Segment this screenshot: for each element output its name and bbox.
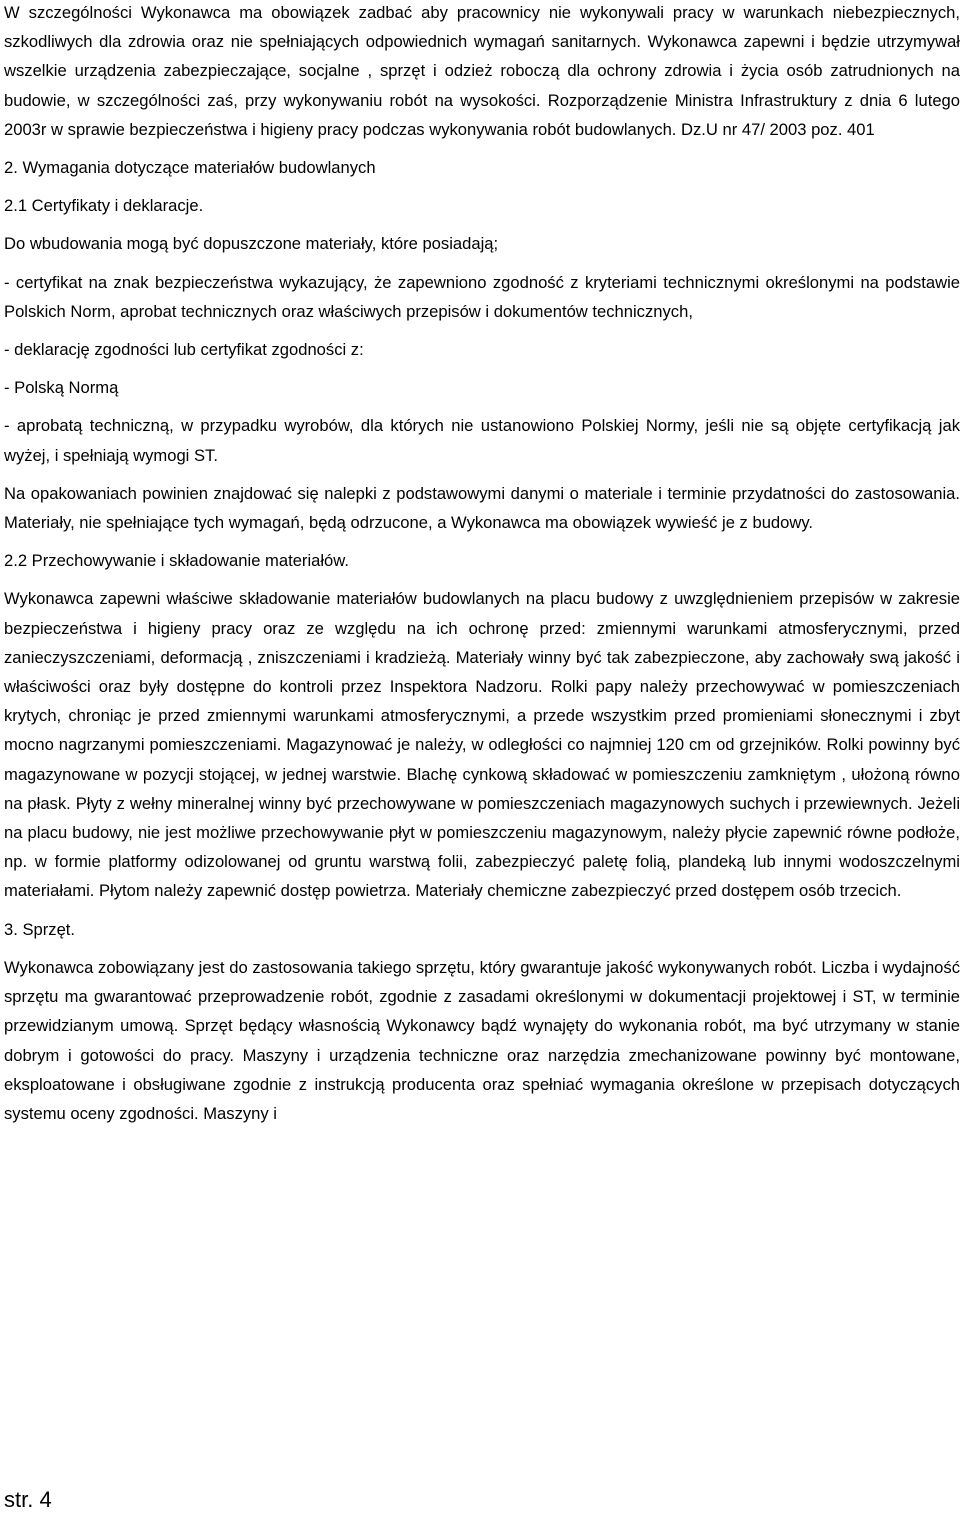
list-item-certificate: - certyfikat na znak bezpieczeństwa wykazujący, że zapewniono zgodność z kryteriami technicznymi określonymi na podstawie Polskich Norm, aprobat technicznych oraz właściwych przepisów i dokumentów technicznych, [4,272,960,321]
subsection-heading-storage: 2.2 Przechowywanie i składowanie materiałów. [4,551,349,571]
paragraph-storage: Wykonawca zapewni właściwe składowanie materiałów budowlanych na placu budowy z uwzględnieniem przepisów w zakresie bezpieczeństwa i higieny pracy oraz ze względu na ich ochronę przed: zmiennymi warunkami atmosferycznymi, przed zanieczyszczeniami, deformacją , zniszczeniami i kradzieżą. Materiały winny być tak zabezpieczone, aby zachowały swą jakość i właściwości oraz były dostępne do kontroli przez Inspektora Nadzoru. Rolki papy należy przechowywać w pomieszczeniach krytych, chroniąc je przed zmiennymi warunkami atmosferycznymi, a przede wszystkim przed promieniami słonecznymi i zbyt mocno nagrzanymi pomieszczeniami. Magazynować je należy, w odległości co najmniej 120 cm od grzejników. Rolki powinny być magazynowane w pozycji stojącej, w jednej warstwie. Blachę cynkową składować w pomieszczeniu zamkniętym , ułożoną równo na płask. Płyty z wełny mineralnej winny być przechowywane w pomieszczeniach magazynowych suchych i przewiewnych. Jeżeli na placu budowy, nie jest możliwe przechowywanie płyt w pomieszczeniu magazynowym, należy płycie zapewnić równe podłoże, np. w formie platformy odizolowanej od gruntu warstwą folii, zabezpieczyć paletę folią, plandeką lub innymi wodoszczelnymi materiałami. Płytom należy zapewnić dostęp powietrza. Materiały chemiczne zabezpieczyć przed dostępem osób trzecich. [4,589,960,901]
list-item-technical-approval: - aprobatą techniczną, w przypadku wyrobów, dla których nie ustanowiono Polskiej Normy, jeśli nie są objęte certyfikacją jak wyżej, i spełniają wymogi ST. [4,416,960,465]
paragraph-safety: W szczególności Wykonawca ma obowiązek zadbać aby pracownicy nie wykonywali pracy w warunkach niebezpiecznych, szkodliwych dla zdrowia oraz nie spełniających odpowiednich wymagań sanitarnych. Wykonawca zapewni i będzie utrzymywał wszelkie urządzenia zabezpieczające, socjalne , sprzęt i odzież roboczą dla ochrony zdrowia i życia osób zatrudnionych na budowie, w szczególności zaś, przy wykonywaniu robót na wysokości. Rozporządzenie Ministra Infrastruktury z dnia 6 lutego 2003r w sprawie bezpieczeństwa i higieny pracy podczas wykonywania robót budowlanych. Dz.U nr 47/ 2003 poz. 401 [4,3,960,139]
document-page [4,0,960,1137]
paragraph-materials-intro: Do wbudowania mogą być dopuszczone materiały, które posiadają; [4,234,499,254]
section-heading-materials: 2. Wymagania dotyczące materiałów budowlanych [4,158,376,178]
list-item-polish-norm: - Polską Normą [4,378,119,398]
list-item-declaration: - deklarację zgodności lub certyfikat zgodności z: [4,340,364,360]
page-number: str. 4 [4,1487,52,1512]
paragraph-equipment: Wykonawca zobowiązany jest do zastosowania takiego sprzętu, który gwarantuje jakość wykonywanych robót. Liczba i wydajność sprzętu ma gwarantować przeprowadzenie robót, zgodnie z zasadami określonymi w dokumentacji projektowej i ST, w terminie przewidzianym umową. Sprzęt będący własnością Wykonawcy bądź wynajęty do wykonania robót, ma być utrzymany w stanie dobrym i gotowości do pracy. Maszyny i urządzenia techniczne oraz narzędzia zmechanizowane powinny być montowane, eksploatowane i obsługiwane zgodnie z instrukcją producenta oraz spełniać wymagania określone w przepisach dotyczących systemu oceny zgodności. Maszyny i [4,957,960,1123]
paragraph-packaging: Na opakowaniach powinien znajdować się nalepki z podstawowymi danymi o materiale i terminie przydatności do zastosowania. Materiały, nie spełniające tych wymagań, będą odrzucone, a Wykonawca ma obowiązek wywieść je z budowy. [4,483,960,533]
section-heading-equipment: 3. Sprzęt. [4,919,76,939]
subsection-heading-certificates: 2.1 Certyfikaty i deklaracje. [4,196,204,216]
